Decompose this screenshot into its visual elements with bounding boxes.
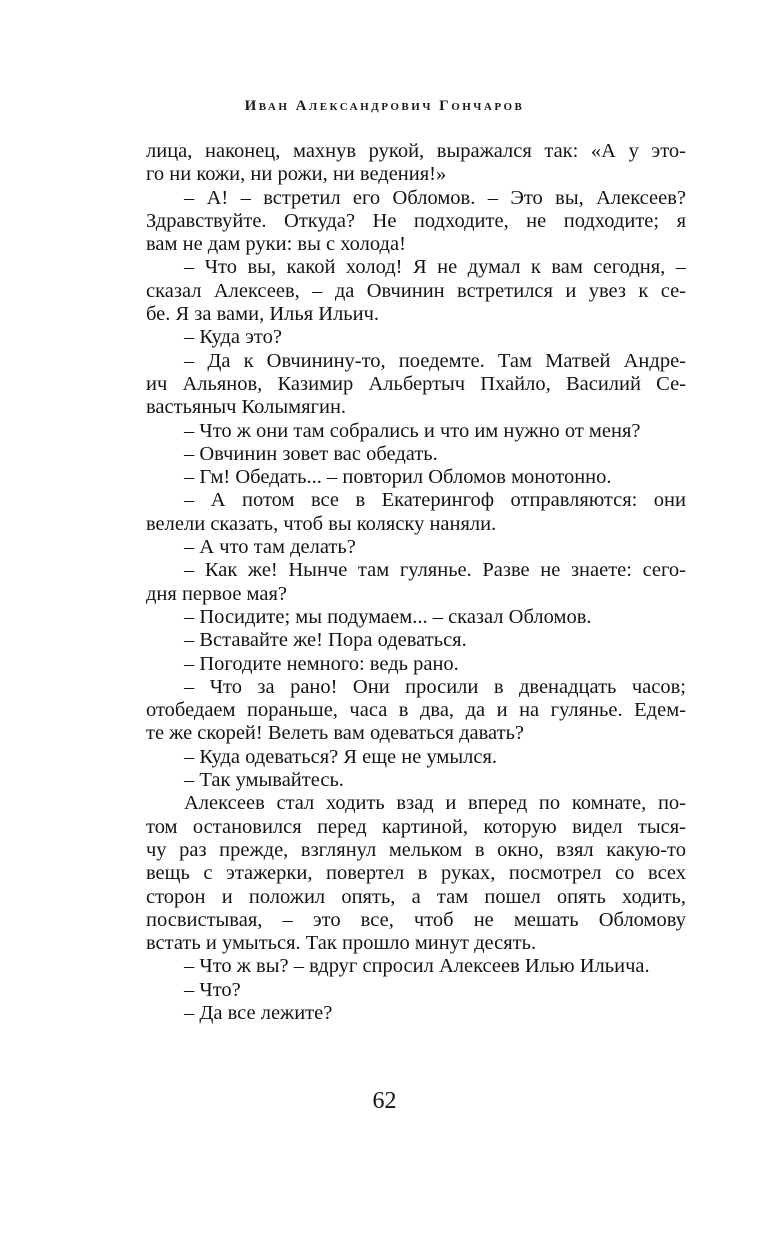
text-line: том остановился перед картиной, которую видел тыся- <box>146 815 686 838</box>
text-line: – Овчинин зовет вас обедать. <box>184 442 438 465</box>
text-line: – А! – встретил его Обломов. – Это вы, Алексеев? <box>184 186 686 209</box>
text-line: те же скорей! Велеть вам одеваться давать? <box>146 722 525 745</box>
text-line: – Что за рано! Они просили в двенадцать часов; <box>184 675 686 698</box>
text-line: посвистывая, – это все, чтоб не мешать Обломову <box>146 908 686 931</box>
text-block <box>146 140 686 1025</box>
text-line: бе. Я за вами, Илья Ильич. <box>146 303 380 326</box>
text-line: – Гм! Обедать... – повторил Обломов монотонно. <box>184 466 612 489</box>
text-line: Алексеев стал ходить взад и вперед по комнате, по- <box>184 792 686 815</box>
page-number: 62 <box>372 1088 397 1114</box>
text-line: – А что там делать? <box>184 536 356 559</box>
text-line: – Что ж они там собрались и что им нужно от меня? <box>184 419 641 442</box>
text-line: ич Альянов, Казимир Альбертыч Пхайло, Василий Се- <box>146 372 686 395</box>
text-line: – Так умывайтесь. <box>184 769 344 792</box>
text-line: чу раз прежде, взглянул мельком в окно, взял какую-то <box>146 838 686 861</box>
text-line: го ни кожи, ни рожи, ни ведения!» <box>146 163 447 186</box>
text-line: – А потом все в Екатерингоф отправляются: они <box>184 489 686 512</box>
text-line: вастьяныч Колымягин. <box>146 396 347 419</box>
text-line: – Погодите немного: ведь рано. <box>184 652 459 675</box>
text-line: – Как же! Нынче там гулянье. Разве не знаете: сего- <box>184 559 686 582</box>
text-line: – Что ж вы? – вдруг спросил Алексеев Илью Ильича. <box>184 955 650 978</box>
text-line: вам не дам руки: вы с холода! <box>146 233 406 256</box>
text-line: – Куда одеваться? Я еще не умылся. <box>184 745 498 768</box>
text-line: дня первое мая? <box>146 582 287 605</box>
text-line: – Что вы, какой холод! Я не думал к вам сегодня, – <box>184 256 686 279</box>
text-line: сказал Алексеев, – да Овчинин встретился и увез к се- <box>146 279 686 302</box>
text-line: – Да все лежите? <box>184 1001 333 1024</box>
text-line: сторон и положил опять, а там пошел опять ходить, <box>146 885 686 908</box>
text-line: – Вставайте же! Пора одеваться. <box>184 629 467 652</box>
text-line: – Куда это? <box>184 326 282 349</box>
text-line: Здравствуйте. Откуда? Не подходите, не подходите; я <box>146 209 686 232</box>
text-line: – Что? <box>184 978 241 1001</box>
text-line: отобедаем пораньше, часа в два, да и на гулянье. Едем- <box>146 699 686 722</box>
running-head: Иван Александрович Гончаров <box>244 98 525 114</box>
text-line: – Посидите; мы подумаем... – сказал Обломов. <box>184 605 592 628</box>
text-line: вещь с этажерки, повертел в руках, посмотрел со всех <box>146 862 686 885</box>
text-line: – Да к Овчинину-то, поедемте. Там Матвей Андре- <box>184 349 686 372</box>
text-line: лица, наконец, махнув рукой, выражался так: «А у это- <box>146 140 686 162</box>
text-line: велели сказать, чтоб вы коляску наняли. <box>146 512 497 535</box>
text-line: встать и умыться. Так прошло минут десять. <box>146 932 537 955</box>
